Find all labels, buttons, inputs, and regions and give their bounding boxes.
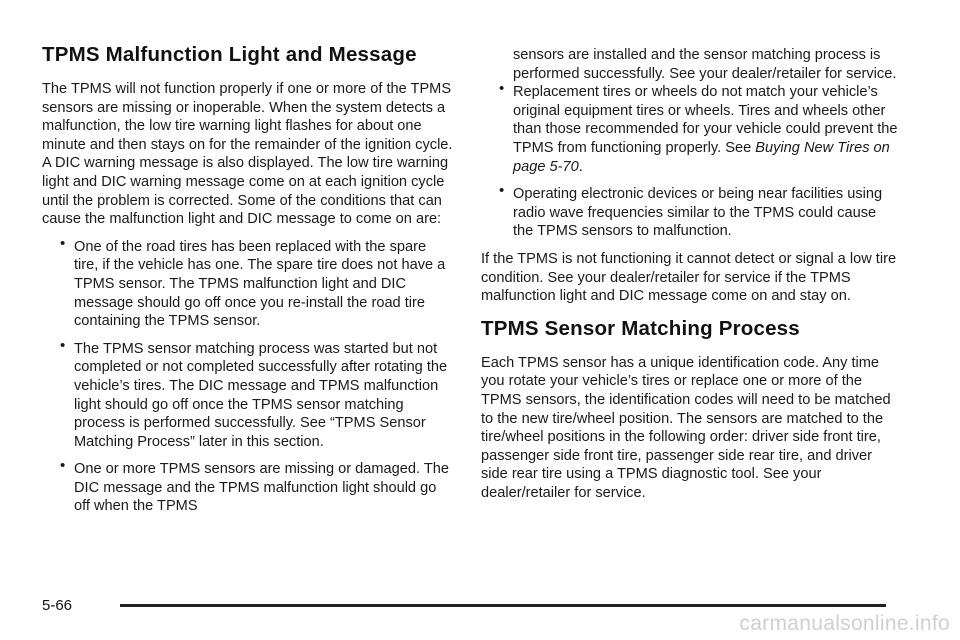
list-item-text: Replacement tires or wheels do not match your vehicle’s original equipment tires or wheels. Tires and wheels other than those recommended for your vehicle could prevent the TPMS from functioning properly. See — [513, 84, 898, 156]
bullet-icon: • — [60, 336, 66, 354]
right-column — [481, 46, 899, 502]
bullet-icon: • — [499, 80, 505, 98]
conditions-list-continued — [481, 80, 899, 241]
cross-reference-link: Buying New Tires on page 5-70 — [513, 139, 890, 175]
spacer — [481, 241, 899, 250]
intro-paragraph: The TPMS will not function properly if one or more of the TPMS sensors are missing or inoperable. When the system detects a malfunction, the low tire warning light flashes for about one minute and then stays on for the remainder of the ignition cycle. A DIC warning message is also displayed. The low tire warning light and DIC warning message come on at each ignition cycle until the problem is corrected. Some of the conditions that can cause the malfunction light and DIC message to come on are: — [42, 81, 453, 228]
list-item-end: . — [578, 158, 583, 175]
section-heading-malfunction: TPMS Malfunction Light and Message — [42, 43, 417, 66]
bullet-icon: • — [499, 182, 505, 200]
bullet-icon: • — [60, 234, 66, 252]
list-item — [42, 457, 454, 516]
list-item-text: Operating electronic devices or being near facilities using radio wave frequencies similar to the TPMS could cause the TPMS sensors to malfunction. — [513, 186, 883, 240]
conditions-list — [42, 234, 454, 516]
list-item-text: The TPMS sensor matching process was started but not completed or not completed successfully after rotating the vehicle’s tires. The DIC message and TPMS malfunction light should go off once the TPMS sensor matching process is performed successfully. See “TPMS Sensor Matching Process” later in this section. — [74, 340, 448, 450]
list-item — [481, 182, 899, 241]
list-item-text: One or more TPMS sensors are missing or damaged. The DIC message and the TPMS malfunction light should go off when the TPMS — [74, 461, 450, 515]
list-item — [481, 80, 899, 176]
footer-rule — [120, 604, 886, 607]
left-column — [42, 42, 454, 516]
section-heading-matching: TPMS Sensor Matching Process — [481, 316, 800, 340]
page-number: 5-66 — [42, 597, 73, 614]
list-item — [42, 336, 454, 452]
watermark: carmanualsonline.info — [739, 612, 950, 635]
closing-paragraph: If the TPMS is not functioning it cannot detect or signal a low tire condition. See your dealer/retailer for service if the TPMS malfunction light and DIC message come on and stay on. — [481, 250, 897, 305]
list-item-continued: sensors are installed and the sensor matching process is performed successfully. See your dealer/retailer for service. — [513, 47, 897, 82]
bullet-icon: • — [60, 457, 66, 475]
list-item-text: One of the road tires has been replaced with the spare tire, if the vehicle has one. The spare tire does not have a TPMS sensor. The TPMS malfunction light and DIC message should go off once you re-install the road tire containing the TPMS sensor. — [74, 238, 446, 330]
matching-paragraph: Each TPMS sensor has a unique identification code. Any time you rotate your vehicle’s tires or replace one or more of the TPMS sensors, the identification codes will need to be matched to the new tire/wheel position. The sensors are matched to the tire/wheel positions in the following order: driver side front tire, passenger side front tire, passenger side rear tire, and driver side rear tire using a TPMS diagnostic tool. See your dealer/retailer for service. — [481, 354, 891, 501]
list-item — [42, 234, 454, 331]
